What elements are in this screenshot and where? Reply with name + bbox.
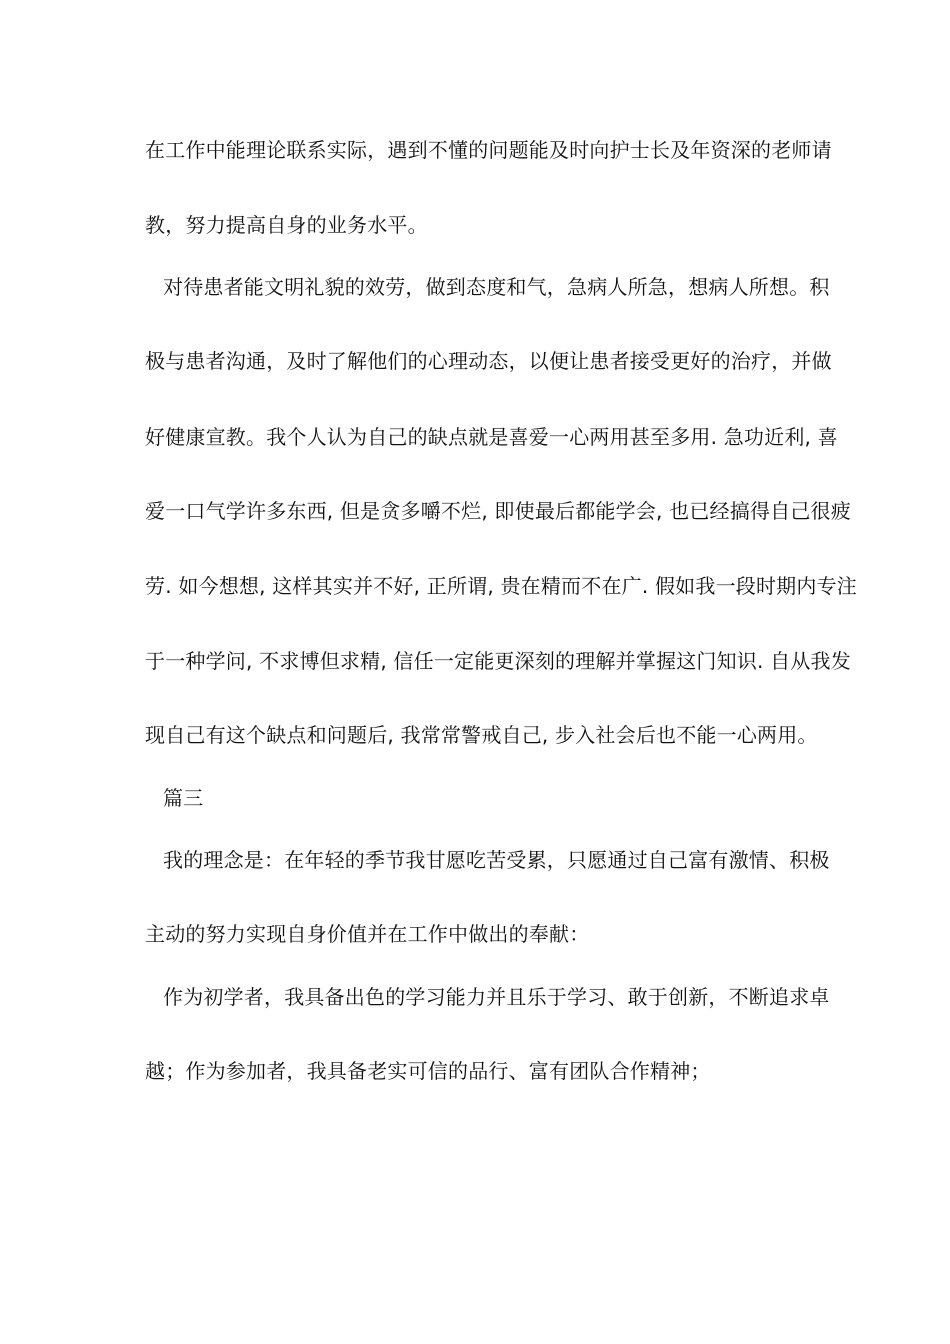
paragraph-line: 爱一口气学许多东西, 但是贪多嚼不烂, 即使最后都能学会, 也已经搞得自己很疲 (145, 499, 851, 523)
section-heading: 篇三 (163, 786, 204, 810)
paragraph-line: 对待患者能文明礼貌的效劳，做到态度和气，急病人所急，想病人所想。积 (163, 275, 830, 299)
paragraph-line: 主动的努力实现自身价值并在工作中做出的奉献： (145, 922, 590, 946)
paragraph-line: 于一种学问, 不求博但求精, 信任一定能更深刻的理解并掌握这门知识. 自从我发 (145, 649, 851, 673)
paragraph-line: 现自己有这个缺点和问题后, 我常常警戒自己, 步入社会后也不能一心两用。 (145, 723, 818, 747)
paragraph-line: 教，努力提高自身的业务水平。 (145, 213, 428, 237)
paragraph-line: 好健康宣教。我个人认为自己的缺点就是喜爱一心两用甚至多用. 急功近利, 喜 (145, 425, 838, 449)
paragraph-line: 极与患者沟通，及时了解他们的心理动态，以便让患者接受更好的治疗，并做 (145, 349, 832, 373)
paragraph-line: 劳. 如今想想, 这样其实并不好, 正所谓, 贵在精而不在广. 假如我一段时期内专注 (145, 574, 857, 598)
paragraph-line: 我的理念是：在年轻的季节我甘愿吃苦受累，只愿通过自己富有激情、积极 (163, 848, 830, 872)
paragraph-line: 在工作中能理论联系实际，遇到不懂的问题能及时向护士长及年资深的老师请 (145, 138, 832, 162)
paragraph-line: 越；作为参加者，我具备老实可信的品行、富有团队合作精神； (145, 1059, 711, 1083)
paragraph-line: 作为初学者，我具备出色的学习能力并且乐于学习、敢于创新，不断追求卓 (163, 985, 830, 1009)
